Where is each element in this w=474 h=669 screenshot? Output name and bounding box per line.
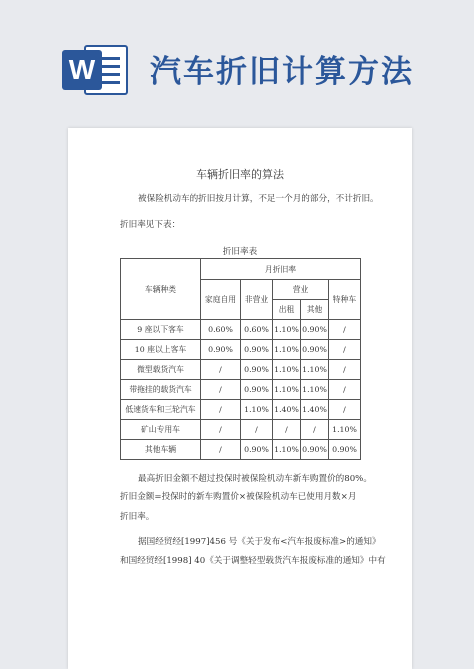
cell-taxi: 1.10% [273,360,301,380]
cell-other: 1.10% [301,380,329,400]
header-monthly-rate: 月折旧率 [201,259,361,280]
cell-special: 0.90% [329,440,361,460]
intro-paragraph: 被保险机动车的折旧按月计算，不足一个月的部分，不计折旧。 [138,194,379,204]
formula-line-2: 折旧率。 [120,512,155,522]
cell-other: 0.90% [301,320,329,340]
cell-non-business: 0.60% [241,320,273,340]
document-title: 车辆折旧率的算法 [196,168,284,181]
table-row [121,400,361,420]
reference-line-2: 和国经贸经[1998] 40《关于调整轻型载货汽车报废标准的通知》中有 [120,556,386,566]
cell-household: / [201,420,241,440]
header-taxi: 出租 [273,300,301,320]
reference-line-1: 据国经贸经[1997]456 号《关于发布<汽车报废标准>的通知》 [138,537,381,547]
depreciation-rate-table [120,258,361,460]
row-vehicle-name: 低速货车和三轮汽车 [121,400,201,420]
cell-non-business: / [241,420,273,440]
cell-other: 1.40% [301,400,329,420]
row-vehicle-name: 矿山专用车 [121,420,201,440]
cell-special: / [329,380,361,400]
header-non-business: 非营业 [241,280,273,320]
see-table-text: 折旧率见下表： [120,220,181,230]
row-vehicle-name: 其他车辆 [121,440,201,460]
table-row [121,380,361,400]
cell-household: 0.60% [201,320,241,340]
row-vehicle-name: 10 座以上客车 [121,340,201,360]
cell-household: / [201,400,241,420]
row-vehicle-name: 9 座以下客车 [121,320,201,340]
cell-taxi: 1.10% [273,320,301,340]
footnote-text: 最高折旧金额不超过投保时被保险机动车新车购置价的80%。 [138,474,372,484]
cell-other: 0.90% [301,440,329,460]
cell-household: / [201,440,241,460]
cell-special: / [329,360,361,380]
cell-non-business: 0.90% [241,380,273,400]
document-page [68,128,412,669]
cell-special: / [329,400,361,420]
row-vehicle-name: 带拖挂的载货汽车 [121,380,201,400]
cell-special: / [329,320,361,340]
header-vehicle-type: 车辆种类 [121,259,201,320]
cell-taxi: 1.10% [273,340,301,360]
table-caption: 折旧率表 [222,247,258,257]
row-vehicle-name: 微型载货汽车 [121,360,201,380]
cell-non-business: 0.90% [241,340,273,360]
cell-other: 1.10% [301,360,329,380]
table-row [121,320,361,340]
cell-household: 0.90% [201,340,241,360]
header-special-vehicle: 特种车 [329,280,361,320]
cell-household: / [201,380,241,400]
formula-line-1: 折旧金额=投保时的新车购置价×被保险机动车已使用月数×月 [120,492,357,502]
cell-taxi: 1.40% [273,400,301,420]
table-row [121,340,361,360]
table-row [121,440,361,460]
table-row [121,360,361,380]
cell-special: / [329,340,361,360]
cell-taxi: 1.10% [273,380,301,400]
cell-non-business: 1.10% [241,400,273,420]
word-badge: W [62,50,102,90]
cell-household: / [201,360,241,380]
page-title: 汽车折旧计算方法 [150,54,414,90]
cell-other: / [301,420,329,440]
header-other: 其他 [301,300,329,320]
cell-other: 0.90% [301,340,329,360]
header-banner [0,0,474,120]
table-row [121,420,361,440]
cell-special: 1.10% [329,420,361,440]
header-business: 营业 [273,280,329,300]
word-logo-icon [62,42,134,98]
cell-non-business: 0.90% [241,440,273,460]
cell-taxi: / [273,420,301,440]
cell-non-business: 0.90% [241,360,273,380]
cell-taxi: 1.10% [273,440,301,460]
header-household: 家庭自用 [201,280,241,320]
